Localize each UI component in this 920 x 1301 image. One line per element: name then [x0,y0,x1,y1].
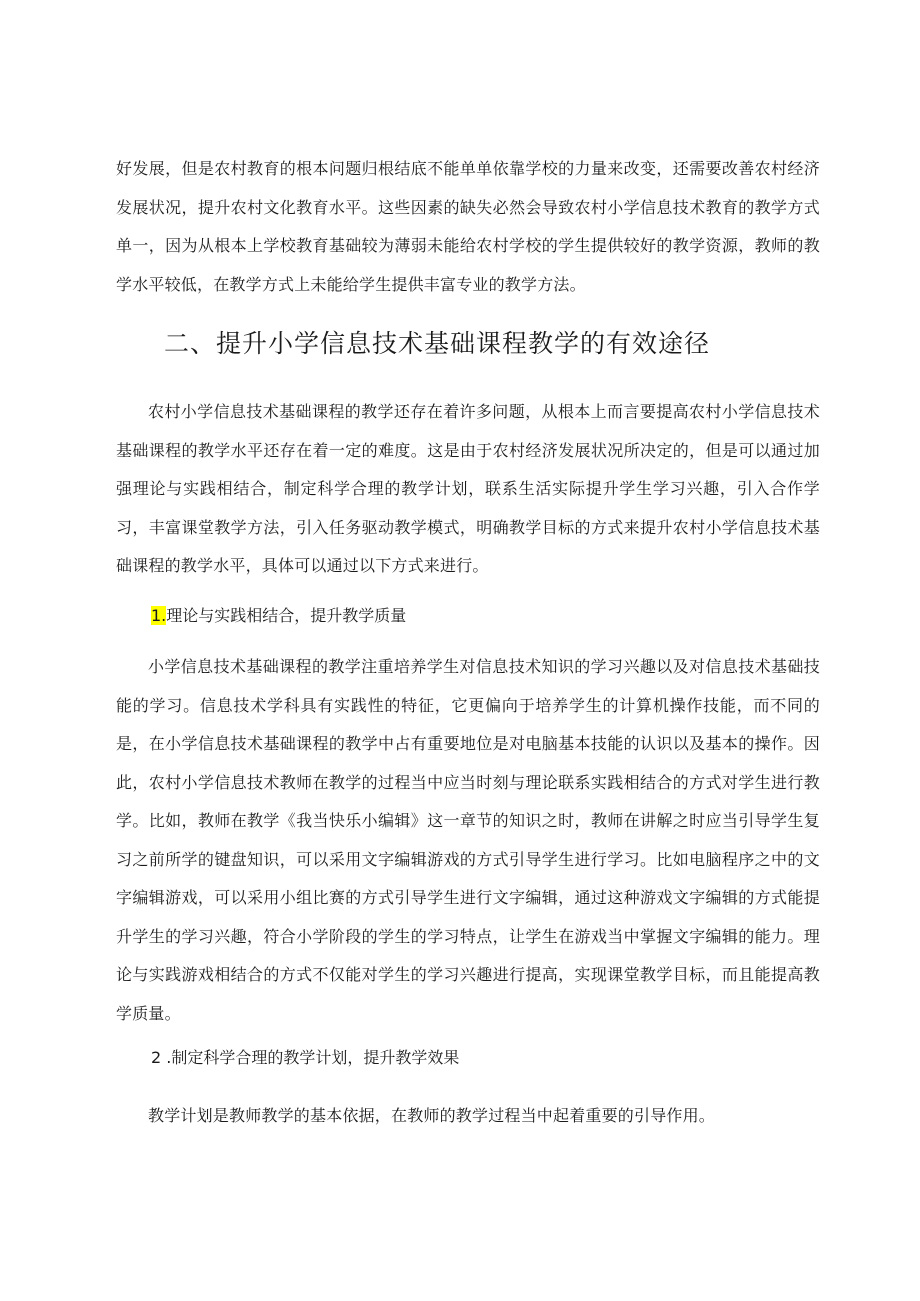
subheading-2: 2 .制定科学合理的教学计划，提升教学效果 [151,1048,460,1067]
body-paragraph-2: 农村小学信息技术基础课程的教学还存在着许多问题，从根本上而言要提高农村小学信息技术基础课程的教学水平还存在着一定的难度。这是由于农村经济发展状况所决定的，但是可以通过加强理论与实践相结合，制定科学合理的教学计划，联系生活实际提升学生学习兴趣，引入合作学习，丰富课堂教学方法，引入任务驱动教学模式，明确教学目标的方式来提升农村小学信息技术基础课程的教学水平，具体可以通过以下方式来进行。 [116,402,820,575]
subheading-1-number: 1. [151,606,167,625]
subheading-1-text: 理论与实践相结合，提升教学质量 [166,606,407,625]
body-paragraph-3: 小学信息技术基础课程的教学注重培养学生对信息技术知识的学习兴趣以及对信息技术基础技能的学习。信息技术学科具有实践性的特征，它更偏向于培养学生的计算机操作技能，而不同的是，在小学信息技术基础课程的教学中占有重要地位是对电脑基本技能的认识以及基本的操作。因此，农村小学信息技术教师在教学的过程当中应当时刻与理论联系实践相结合的方式对学生进行教学。比如，教师在教学《我当快乐小编辑》这一章节的知识之时，教师在讲解之时应当引导学生复习之前所学的键盘知识，可以采用文字编辑游戏的方式引导学生进行学习。比如电脑程序之中的文字编辑游戏，可以采用小组比赛的方式引导学生进行文字编辑，通过这种游戏文字编辑的方式能提升学生的学习兴趣，符合小学阶段的学生的学习特点，让学生在游戏当中掌握文字编辑的能力。理论与实践游戏相结合的方式不仅能对学生的学习兴趣进行提高，实现课堂教学目标，而且能提高教学质量。 [116,657,820,1023]
body-paragraph-4: 教学计划是教师教学的基本依据，在教师的教学过程当中起着重要的引导作用。 [148,1106,716,1125]
section-heading: 二、提升小学信息技术基础课程教学的有效途径 [164,329,711,358]
body-paragraph-1: 好发展，但是农村教育的根本问题归根结底不能单单依靠学校的力量来改变，还需要改善农村经济发展状况，提升农村文化教育水平。这些因素的缺失必然会导致农村小学信息技术教育的教学方式单一，因为从根本上学校教育基础较为薄弱未能给农村学校的学生提供较好的教学资源，教师的教学水平较低，在教学方式上未能给学生提供丰富专业的教学方法。 [116,159,820,294]
subheading-1 [151,604,406,628]
